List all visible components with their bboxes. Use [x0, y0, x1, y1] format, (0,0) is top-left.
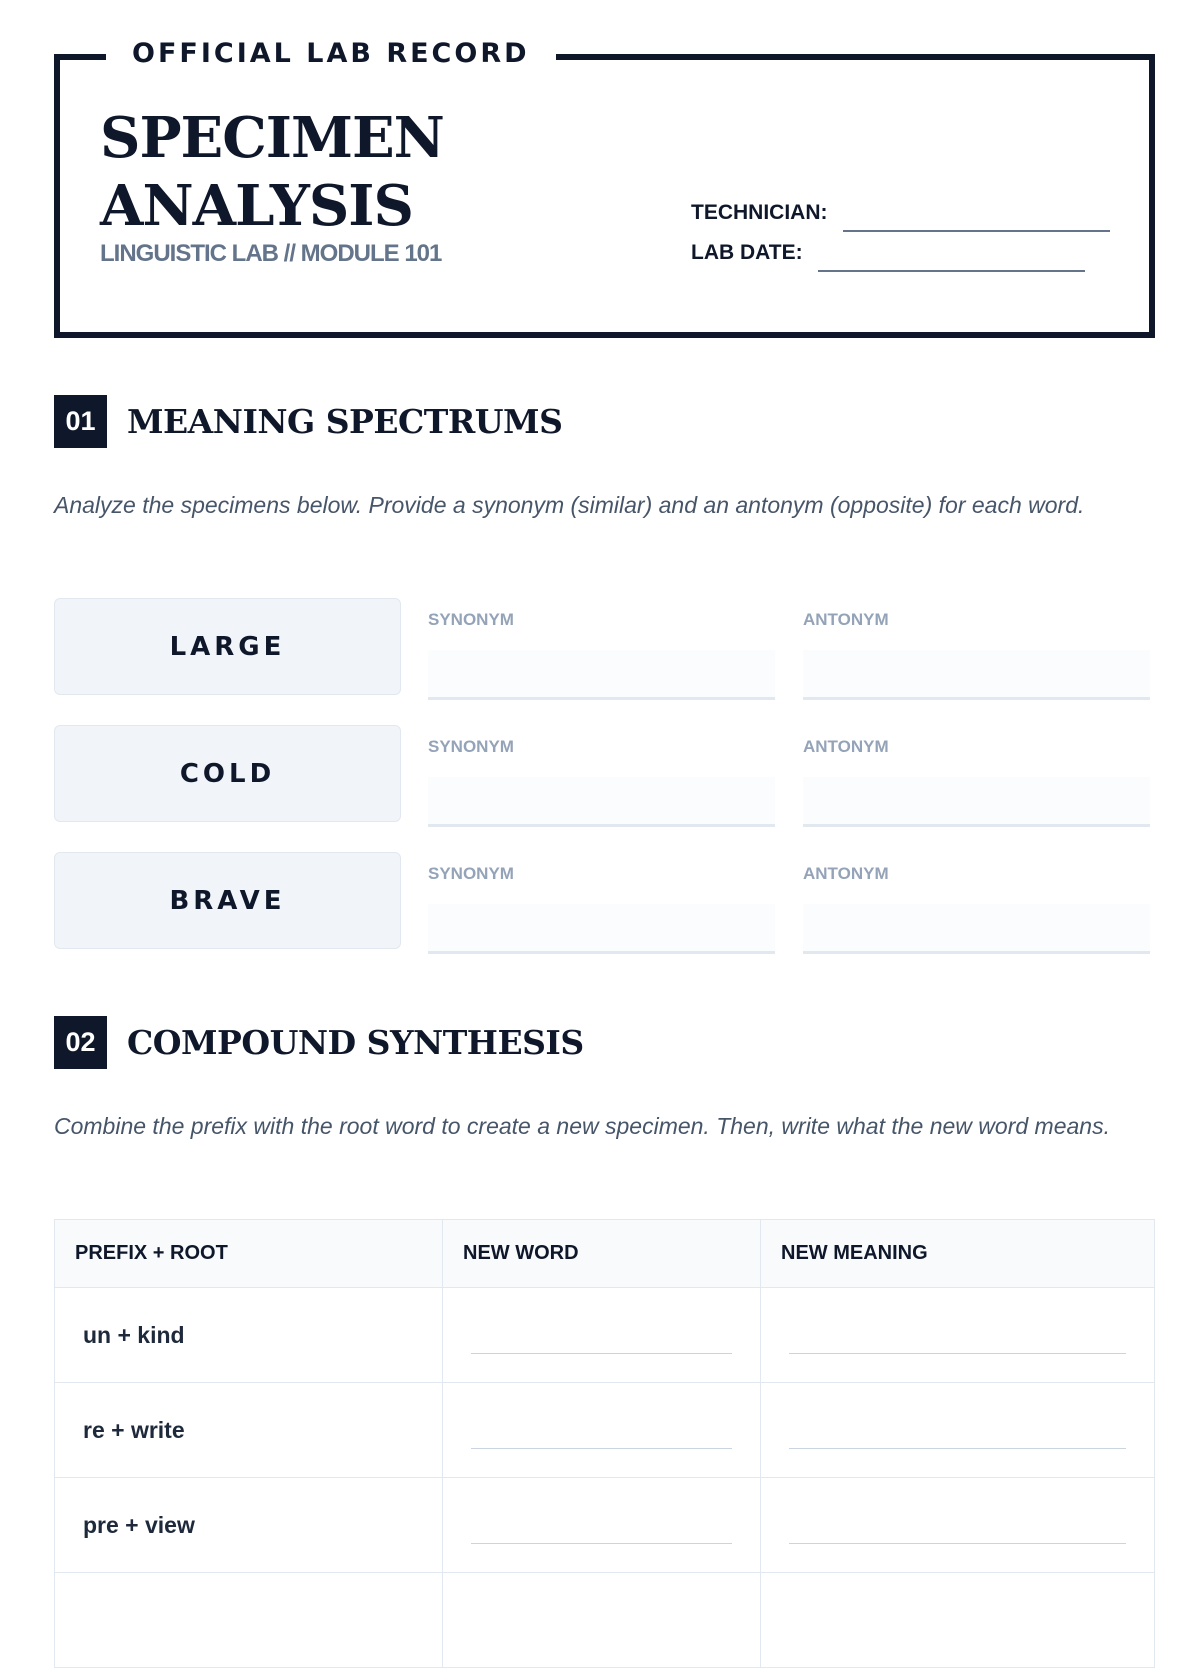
new-word-cell[interactable]	[443, 1478, 761, 1573]
table-row	[55, 1573, 1155, 1668]
column-header-new-word: NEW WORD	[443, 1220, 761, 1288]
table-row	[55, 1288, 1155, 1383]
technician-field[interactable]	[843, 230, 1110, 232]
page-title-line-1: SPECIMEN	[100, 105, 444, 171]
synonym-label: SYNONYM	[428, 864, 514, 883]
technician-row	[691, 200, 1110, 226]
new-meaning-cell[interactable]	[761, 1573, 1155, 1668]
section-02-instructions: Combine the prefix with the root word to create a new specimen. Then, write what the new word means.	[54, 1113, 1110, 1139]
new-meaning-line	[789, 1353, 1126, 1354]
section-02-heading	[54, 1016, 584, 1069]
column-header-prefix-root: PREFIX + ROOT	[55, 1220, 443, 1288]
new-meaning-line	[789, 1543, 1126, 1544]
antonym-input[interactable]	[803, 650, 1150, 700]
prefix-root-cell	[55, 1573, 443, 1668]
synonym-input[interactable]	[428, 650, 775, 700]
new-meaning-cell[interactable]	[761, 1288, 1155, 1383]
synonym-field	[428, 737, 775, 827]
antonym-field	[803, 737, 1150, 827]
new-word-line	[471, 1353, 732, 1354]
specimen-card: BRAVE	[54, 852, 401, 949]
specimen-card: COLD	[54, 725, 401, 822]
lab-date-row	[691, 240, 1085, 266]
section-01-title: MEANING SPECTRUMS	[127, 402, 563, 441]
section-01-number: 01	[54, 395, 107, 448]
section-01-heading	[54, 395, 562, 448]
new-word-line	[471, 1448, 732, 1449]
record-header-box	[54, 38, 1155, 338]
new-meaning-cell[interactable]	[761, 1478, 1155, 1573]
antonym-label: ANTONYM	[803, 610, 889, 629]
new-meaning-line	[789, 1448, 1126, 1449]
antonym-label: ANTONYM	[803, 737, 889, 756]
lab-date-field[interactable]	[818, 270, 1085, 272]
specimen-card: LARGE	[54, 598, 401, 695]
section-02-title: COMPOUND SYNTHESIS	[127, 1023, 584, 1062]
compound-table	[54, 1219, 1155, 1668]
table-header-row	[55, 1220, 1155, 1288]
synonym-label: SYNONYM	[428, 610, 514, 629]
antonym-field	[803, 864, 1150, 954]
section-01-instructions: Analyze the specimens below. Provide a synonym (similar) and an antonym (opposite) for each word.	[54, 492, 1085, 518]
synonym-field	[428, 864, 775, 954]
new-word-cell[interactable]	[443, 1573, 761, 1668]
antonym-input[interactable]	[803, 777, 1150, 827]
new-word-cell[interactable]	[443, 1288, 761, 1383]
page-title	[100, 104, 444, 240]
spectrum-row	[54, 598, 1155, 696]
prefix-root-cell: re + write	[55, 1383, 443, 1478]
synonym-input[interactable]	[428, 904, 775, 954]
record-label: OFFICIAL LAB RECORD	[106, 38, 556, 70]
column-header-new-meaning: NEW MEANING	[761, 1220, 1155, 1288]
new-meaning-cell[interactable]	[761, 1383, 1155, 1478]
page-subtitle: LINGUISTIC LAB // MODULE 101	[100, 240, 442, 267]
lab-date-label: LAB DATE:	[691, 241, 803, 264]
technician-label: TECHNICIAN:	[691, 201, 828, 224]
antonym-input[interactable]	[803, 904, 1150, 954]
prefix-root-cell: un + kind	[55, 1288, 443, 1383]
new-word-line	[471, 1543, 732, 1544]
synonym-label: SYNONYM	[428, 737, 514, 756]
spectrum-row	[54, 852, 1155, 950]
table-row	[55, 1478, 1155, 1573]
table-row	[55, 1383, 1155, 1478]
synonym-field	[428, 610, 775, 700]
section-02-number: 02	[54, 1016, 107, 1069]
antonym-field	[803, 610, 1150, 700]
prefix-root-cell: pre + view	[55, 1478, 443, 1573]
page-title-line-2: ANALYSIS	[100, 173, 413, 239]
new-word-cell[interactable]	[443, 1383, 761, 1478]
antonym-label: ANTONYM	[803, 864, 889, 883]
spectrum-row	[54, 725, 1155, 823]
synonym-input[interactable]	[428, 777, 775, 827]
